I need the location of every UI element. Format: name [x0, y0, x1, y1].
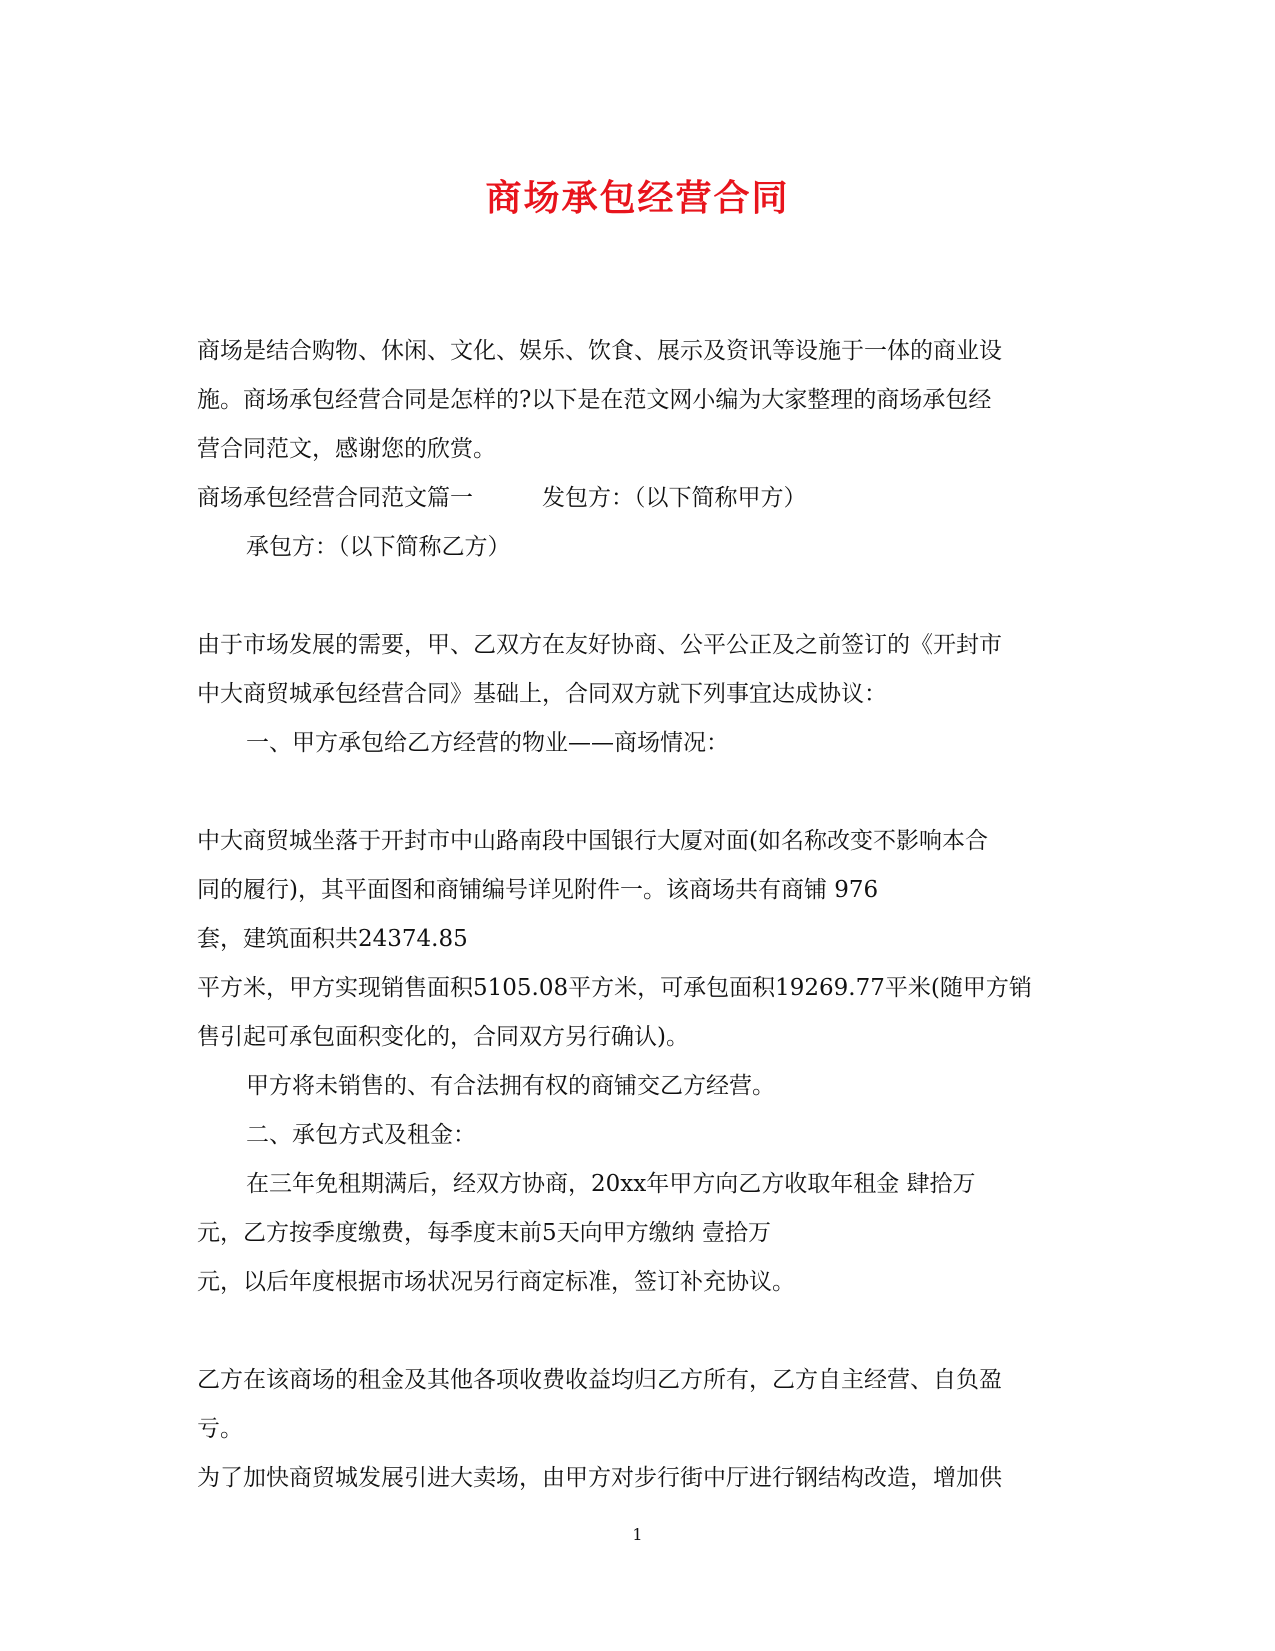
clause-heading: 一、甲方承包给乙方经营的物业——商场情况：	[246, 730, 729, 756]
paragraph-line: 元，乙方按季度缴费，每季度末前5天向甲方缴纳 壹拾万	[197, 1220, 771, 1246]
paragraph-line: 中大商贸城坐落于开封市中山路南段中国银行大厦对面(如名称改变不影响本合	[197, 828, 988, 854]
paragraph-line: 由于市场发展的需要，甲、乙双方在友好协商、公平公正及之前签订的《开封市	[197, 632, 1002, 658]
clause-heading: 二、承包方式及租金：	[246, 1122, 476, 1148]
document-body	[197, 327, 1077, 1503]
spacer	[197, 572, 1077, 621]
document-title: 商场承包经营合同	[485, 177, 790, 219]
paragraph-line: 平方米，甲方实现销售面积5105.08平方米，可承包面积19269.77平米(随甲方销	[197, 975, 1032, 1001]
paragraph-line: 施。商场承包经营合同是怎样的?以下是在范文网小编为大家整理的商场承包经	[197, 387, 992, 413]
party-line: 承包方：（以下简称乙方）	[246, 534, 511, 560]
paragraph-line: 甲方将未销售的、有合法拥有权的商铺交乙方经营。	[246, 1073, 775, 1099]
paragraph-line: 售引起可承包面积变化的，合同双方另行确认)。	[197, 1024, 689, 1050]
section-heading-line: 商场承包经营合同范文篇一 发包方：（以下简称甲方）	[197, 485, 807, 511]
page-number: 1	[632, 1525, 643, 1544]
paragraph-line: 商场是结合购物、休闲、文化、娱乐、饮食、展示及资讯等设施于一体的商业设	[197, 338, 1002, 364]
spacer	[197, 768, 1077, 817]
paragraph-line: 亏。	[197, 1416, 243, 1442]
paragraph-line: 为了加快商贸城发展引进大卖场，由甲方对步行街中厅进行钢结构改造，增加供	[197, 1465, 1002, 1491]
spacer	[197, 1307, 1077, 1356]
paragraph-line: 套，建筑面积共24374.85	[197, 926, 468, 952]
paragraph-line: 营合同范文，感谢您的欣赏。	[197, 436, 496, 462]
paragraph-line: 同的履行)，其平面图和商铺编号详见附件一。该商场共有商铺 976	[197, 877, 879, 903]
paragraph-line: 乙方在该商场的租金及其他各项收费收益均归乙方所有，乙方自主经营、自负盈	[197, 1367, 1002, 1393]
paragraph-line: 元，以后年度根据市场状况另行商定标准，签订补充协议。	[197, 1269, 795, 1295]
paragraph-line: 中大商贸城承包经营合同》基础上，合同双方就下列事宜达成协议：	[197, 681, 887, 707]
paragraph-line: 在三年免租期满后，经双方协商，20xx年甲方向乙方收取年租金 肆拾万	[246, 1171, 976, 1197]
